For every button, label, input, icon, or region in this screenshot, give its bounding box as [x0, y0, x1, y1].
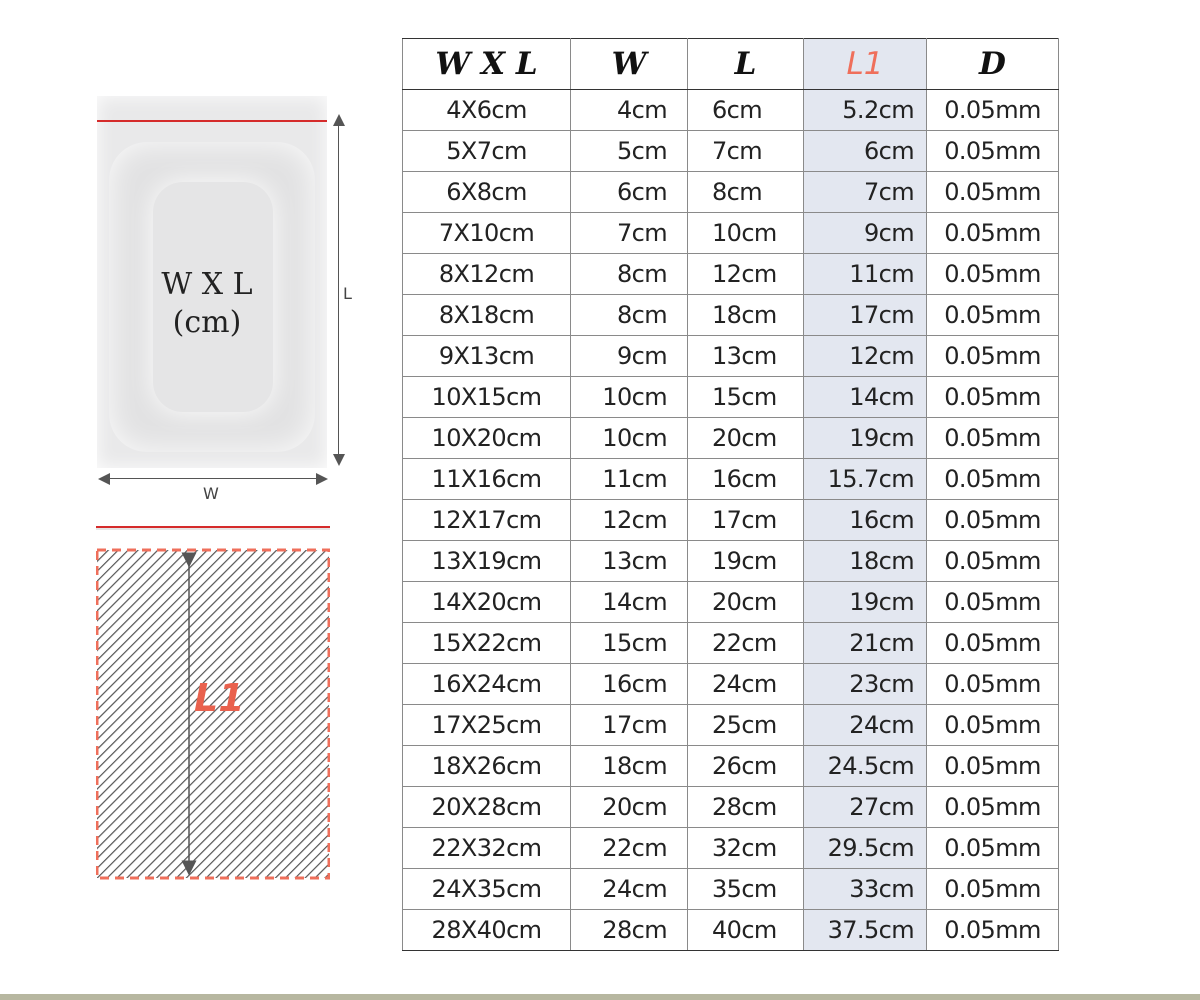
table-row — [403, 213, 1059, 254]
cell-l1: 6cm — [804, 131, 927, 172]
cell-w: 6cm — [571, 172, 688, 213]
cell-d: 0.05mm — [927, 500, 1059, 541]
cell-l1: 18cm — [804, 541, 927, 582]
table-row — [403, 869, 1059, 910]
cell-d: 0.05mm — [927, 705, 1059, 746]
cell-wxl: 7X10cm — [403, 213, 571, 254]
cell-l1: 17cm — [804, 295, 927, 336]
cell-wxl: 10X20cm — [403, 418, 571, 459]
table-row — [403, 541, 1059, 582]
cell-l: 35cm — [688, 869, 804, 910]
cell-l: 8cm — [688, 172, 804, 213]
cell-l1: 24cm — [804, 705, 927, 746]
footer-bar — [0, 994, 1200, 1000]
cell-d: 0.05mm — [927, 295, 1059, 336]
cell-l1: 24.5cm — [804, 746, 927, 787]
cell-l: 12cm — [688, 254, 804, 295]
cell-w: 15cm — [571, 623, 688, 664]
cell-l: 16cm — [688, 459, 804, 500]
cell-l1: 14cm — [804, 377, 927, 418]
cell-l: 13cm — [688, 336, 804, 377]
cell-d: 0.05mm — [927, 787, 1059, 828]
cell-l: 15cm — [688, 377, 804, 418]
cell-wxl: 28X40cm — [403, 910, 571, 951]
header-d: D — [927, 39, 1059, 90]
cell-d: 0.05mm — [927, 582, 1059, 623]
cell-d: 0.05mm — [927, 459, 1059, 500]
cell-l1: 23cm — [804, 664, 927, 705]
cell-d: 0.05mm — [927, 336, 1059, 377]
table-row — [403, 910, 1059, 951]
cell-w: 20cm — [571, 787, 688, 828]
cell-d: 0.05mm — [927, 664, 1059, 705]
cell-wxl: 20X28cm — [403, 787, 571, 828]
cell-wxl: 15X22cm — [403, 623, 571, 664]
table-row — [403, 418, 1059, 459]
cell-wxl: 8X12cm — [403, 254, 571, 295]
cell-wxl: 17X25cm — [403, 705, 571, 746]
table-row — [403, 459, 1059, 500]
cell-l: 22cm — [688, 623, 804, 664]
cell-w: 14cm — [571, 582, 688, 623]
cell-w: 24cm — [571, 869, 688, 910]
cell-wxl: 9X13cm — [403, 336, 571, 377]
cell-l: 17cm — [688, 500, 804, 541]
length-dimension-line — [338, 120, 339, 460]
cell-wxl: 5X7cm — [403, 131, 571, 172]
cell-d: 0.05mm — [927, 541, 1059, 582]
cell-w: 10cm — [571, 377, 688, 418]
cell-wxl: 13X19cm — [403, 541, 571, 582]
cell-l1: 7cm — [804, 172, 927, 213]
cell-d: 0.05mm — [927, 910, 1059, 951]
header-l: L — [688, 39, 804, 90]
cell-l: 18cm — [688, 295, 804, 336]
cell-l: 28cm — [688, 787, 804, 828]
size-table — [402, 38, 1059, 951]
cell-l: 26cm — [688, 746, 804, 787]
cell-l1: 11cm — [804, 254, 927, 295]
cell-w: 13cm — [571, 541, 688, 582]
cell-d: 0.05mm — [927, 172, 1059, 213]
cell-l1: 27cm — [804, 787, 927, 828]
arrow-up-icon — [333, 114, 345, 126]
table-row — [403, 377, 1059, 418]
table-row — [403, 131, 1059, 172]
table-row — [403, 336, 1059, 377]
cell-d: 0.05mm — [927, 90, 1059, 131]
cell-l1: 15.7cm — [804, 459, 927, 500]
cell-w: 5cm — [571, 131, 688, 172]
table-row — [403, 295, 1059, 336]
cell-w: 8cm — [571, 254, 688, 295]
cell-l1: 33cm — [804, 869, 927, 910]
table-row — [403, 254, 1059, 295]
cell-l: 20cm — [688, 418, 804, 459]
arrow-down-icon — [333, 454, 345, 466]
cell-d: 0.05mm — [927, 377, 1059, 418]
cell-l1: 5.2cm — [804, 90, 927, 131]
cell-d: 0.05mm — [927, 254, 1059, 295]
header-l1: L1 — [804, 39, 927, 90]
seal-line — [97, 120, 327, 122]
table-row — [403, 828, 1059, 869]
table-body — [403, 90, 1059, 951]
cell-d: 0.05mm — [927, 623, 1059, 664]
cell-l: 6cm — [688, 90, 804, 131]
table-row — [403, 172, 1059, 213]
cell-w: 18cm — [571, 746, 688, 787]
length-dimension-label: L — [343, 284, 352, 303]
arrow-right-icon — [316, 473, 328, 485]
cell-wxl: 16X24cm — [403, 664, 571, 705]
table-row — [403, 705, 1059, 746]
cell-d: 0.05mm — [927, 746, 1059, 787]
cell-wxl: 11X16cm — [403, 459, 571, 500]
cell-l1: 9cm — [804, 213, 927, 254]
cell-w: 17cm — [571, 705, 688, 746]
cell-wxl: 6X8cm — [403, 172, 571, 213]
cell-l: 40cm — [688, 910, 804, 951]
cell-l1: 19cm — [804, 418, 927, 459]
header-wxl: W X L — [403, 39, 571, 90]
table-row — [403, 787, 1059, 828]
table-row — [403, 623, 1059, 664]
cell-w: 7cm — [571, 213, 688, 254]
bag-size-label-line2: (cm) — [172, 305, 242, 340]
cell-l1: 12cm — [804, 336, 927, 377]
cell-l1: 21cm — [804, 623, 927, 664]
inner-length-label: L1 — [194, 676, 245, 720]
cell-l: 7cm — [688, 131, 804, 172]
table-row — [403, 90, 1059, 131]
table-row — [403, 664, 1059, 705]
header-w: W — [571, 39, 688, 90]
table-header-row — [403, 39, 1059, 90]
arrow-left-icon — [98, 473, 110, 485]
cell-w: 10cm — [571, 418, 688, 459]
cell-l1: 29.5cm — [804, 828, 927, 869]
cell-wxl: 4X6cm — [403, 90, 571, 131]
cell-l: 19cm — [688, 541, 804, 582]
table-row — [403, 746, 1059, 787]
cell-d: 0.05mm — [927, 828, 1059, 869]
cell-wxl: 10X15cm — [403, 377, 571, 418]
bag-size-label-line1: W X L — [161, 267, 253, 302]
cell-l1: 37.5cm — [804, 910, 927, 951]
width-dimension-label: W — [203, 484, 219, 503]
cell-l: 25cm — [688, 705, 804, 746]
table-row — [403, 500, 1059, 541]
cell-l1: 19cm — [804, 582, 927, 623]
cell-wxl: 22X32cm — [403, 828, 571, 869]
cell-d: 0.05mm — [927, 131, 1059, 172]
cell-wxl: 12X17cm — [403, 500, 571, 541]
cell-d: 0.05mm — [927, 213, 1059, 254]
bag-size-label — [160, 266, 254, 342]
cell-wxl: 18X26cm — [403, 746, 571, 787]
cell-wxl: 14X20cm — [403, 582, 571, 623]
cell-w: 22cm — [571, 828, 688, 869]
cell-w: 11cm — [571, 459, 688, 500]
cell-d: 0.05mm — [927, 869, 1059, 910]
cell-w: 16cm — [571, 664, 688, 705]
cell-w: 28cm — [571, 910, 688, 951]
cell-l1: 16cm — [804, 500, 927, 541]
cell-w: 12cm — [571, 500, 688, 541]
cell-w: 8cm — [571, 295, 688, 336]
cell-w: 4cm — [571, 90, 688, 131]
cell-l: 24cm — [688, 664, 804, 705]
cell-w: 9cm — [571, 336, 688, 377]
width-dimension-line — [104, 478, 322, 479]
table-row — [403, 582, 1059, 623]
cell-wxl: 8X18cm — [403, 295, 571, 336]
cell-d: 0.05mm — [927, 418, 1059, 459]
cell-l: 32cm — [688, 828, 804, 869]
cell-wxl: 24X35cm — [403, 869, 571, 910]
cell-l: 20cm — [688, 582, 804, 623]
cell-l: 10cm — [688, 213, 804, 254]
